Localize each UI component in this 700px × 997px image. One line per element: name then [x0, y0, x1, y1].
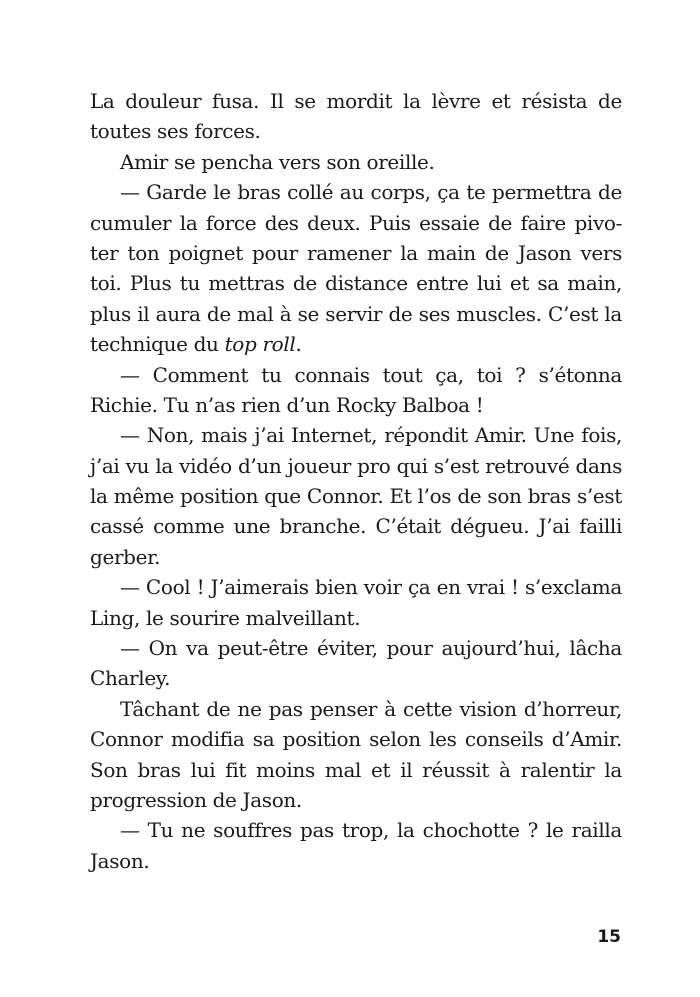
text-line: — Garde le bras collé au corps, ça te permettra de [120, 180, 622, 205]
text-line: la même position que Connor. Et l’os de son bras s’est [90, 484, 622, 509]
text-line: ter ton poignet pour ramener la main de Jason vers [90, 240, 622, 265]
text-line: Ling, le sourire malveillant. [90, 605, 361, 630]
text-line: — On va peut-être éviter, pour aujourd’hui, lâcha [120, 636, 622, 661]
text-segment: technique du [90, 332, 225, 357]
text-line: Charley. [90, 666, 171, 691]
text-line: — Comment tu connais tout ça, toi ? s’étonna [120, 362, 622, 387]
text-line: — Cool ! J’aimerais bien voir ça en vrai ! s’exclama [120, 575, 622, 600]
italic-term: top roll [224, 332, 296, 357]
text-line: — Tu ne souffres pas trop, la chochotte ? le railla [120, 818, 622, 843]
text-line [90, 329, 622, 359]
text-line: — Non, mais j’ai Internet, répondit Amir. Une fois, [120, 423, 622, 448]
text-line: Tâchant de ne pas penser à cette vision d’horreur, [120, 696, 622, 721]
text-line: Jason. [90, 848, 150, 873]
text-line: j’ai vu la vidéo d’un joueur pro qui s’est retrouvé dans [90, 453, 622, 478]
text-line: toutes ses forces. [90, 119, 261, 144]
text-line: Son bras lui fit moins mal et il réussit à ralentir la [90, 757, 622, 782]
text-line: plus il aura de mal à se servir de ses muscles. C’est la [90, 301, 622, 326]
body-text [90, 86, 622, 876]
text-line: cumuler la force des deux. Puis essaie de faire pivo- [90, 210, 622, 235]
text-line: Amir se pencha vers son oreille. [120, 149, 435, 174]
page-number: 15 [597, 927, 621, 947]
text-line: toi. Plus tu mettras de distance entre lui et sa main, [90, 271, 622, 296]
text-line: cassé comme une branche. C’était dégueu. J’ai failli [90, 514, 622, 539]
text-line: gerber. [90, 544, 161, 569]
text-line: Richie. Tu n’as rien d’un Rocky Balboa ! [90, 392, 484, 417]
text-line: Connor modifia sa position selon les conseils d’Amir. [90, 727, 622, 752]
text-segment: . [295, 332, 302, 357]
text-line: La douleur fusa. Il se mordit la lèvre et résista de [90, 89, 622, 113]
text-line: progression de Jason. [90, 787, 302, 812]
